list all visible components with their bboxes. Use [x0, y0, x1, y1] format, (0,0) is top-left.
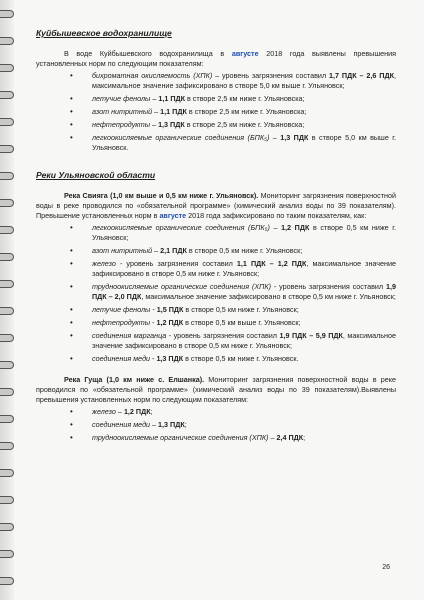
- list-item: [36, 407, 396, 417]
- river-text: Мониторинг загрязнения поверхностной воды в реке проводился по «обязательной программе» (химический анализ воды по 39 показателям).Выявлены превышения установленных норм по следующим показателям:: [36, 375, 396, 404]
- section1-intro: [36, 49, 396, 69]
- bullet-icon: •: [70, 331, 73, 340]
- item-text: –: [269, 223, 282, 232]
- list-item: [36, 107, 396, 117]
- list-item: [36, 94, 396, 104]
- spiral-binding: [0, 0, 14, 600]
- item-value: 1,9 ПДК – 5,9 ПДК: [279, 331, 343, 340]
- bullet-icon: •: [70, 354, 73, 363]
- river-text-b: 2018 года зафиксировано по таким показателям, как:: [186, 211, 367, 220]
- binding-ring: [0, 361, 14, 369]
- indicator-name: трудноокисляемые органические соединения (ХПК): [92, 282, 272, 291]
- item-text: –: [115, 407, 124, 416]
- list-item: [36, 420, 396, 430]
- binding-ring: [0, 10, 14, 18]
- item-value: 1,3 ПДК: [158, 420, 185, 429]
- item-text: - уровень загрязнения составил: [271, 282, 386, 291]
- indicator-name: бихроматная окисляемость (ХПК): [92, 71, 213, 80]
- item-value: 1,7 ПДК – 2,6 ПДК: [329, 71, 394, 80]
- binding-ring: [0, 334, 14, 342]
- bullet-icon: •: [70, 259, 73, 268]
- item-text: –: [150, 420, 159, 429]
- item-value: 1,3 ПДК: [280, 133, 309, 142]
- list-item: [36, 246, 396, 256]
- binding-ring: [0, 172, 14, 180]
- bullet-icon: •: [70, 71, 73, 80]
- indicator-name: легкоокисляемые органические соединения (БПК₅): [92, 223, 270, 232]
- binding-ring: [0, 118, 14, 126]
- page-number: 26: [382, 564, 390, 571]
- item-text: -: [150, 305, 157, 314]
- item-text: – уровень загрязнения составил: [212, 71, 330, 80]
- list-item: [36, 331, 396, 351]
- river-text-a: Мониторинг загрязнения поверхностной воды в реке проводился по «обязательной программе» (химический анализ воды по 39 показателям). Превышение установленных норм в: [36, 191, 396, 220]
- indicator-name: летучие фенолы: [92, 305, 151, 314]
- item-rest: , максимальное значение зафиксировано в створе 0,5 км ниже г. Ульяновск;: [92, 259, 396, 278]
- item-text: -: [150, 354, 157, 363]
- section1-list: [36, 71, 396, 153]
- binding-ring: [0, 550, 14, 558]
- item-rest: ;: [303, 433, 306, 442]
- item-rest: ;: [150, 407, 153, 416]
- river-sviyaga-list: [36, 223, 396, 364]
- list-item: [36, 120, 396, 130]
- binding-ring: [0, 91, 14, 99]
- page-content: [36, 28, 396, 446]
- binding-ring: [0, 253, 14, 261]
- item-rest: в створе 0,5 км выше г. Ульяновск;: [183, 318, 301, 327]
- indicator-name: азот нитритный: [92, 107, 153, 116]
- bullet-icon: •: [70, 420, 73, 429]
- binding-ring: [0, 226, 14, 234]
- item-text: –: [269, 133, 281, 142]
- river-title: Река Гуща (1,0 км ниже с. Елшанка).: [64, 375, 205, 384]
- river-text-month: августе: [159, 211, 187, 220]
- item-rest: , максимальное значение зафиксировано в створе 0,5 км ниже г. Ульяновск;: [92, 331, 396, 350]
- item-value: 1,9 ПДК – 2,0 ПДК: [92, 282, 396, 301]
- binding-ring: [0, 64, 14, 72]
- indicator-name: нефтепродукты: [92, 318, 151, 327]
- item-text: - уровень загрязнения составил: [115, 259, 237, 268]
- item-value: 1,2 ПДК: [123, 407, 151, 416]
- item-text: –: [268, 433, 277, 442]
- river-title: Река Свияга (1,0 км выше и 0,5 км ниже г. Ульяновск).: [64, 191, 259, 200]
- item-rest: в створе 5,0 км выше г. Ульяновск.: [92, 133, 396, 152]
- indicator-name: трудноокисляемые органические соединения (ХПК): [92, 433, 269, 442]
- indicator-name: нефтепродукты: [92, 120, 151, 129]
- binding-ring: [0, 442, 14, 450]
- binding-ring: [0, 469, 14, 477]
- bullet-icon: •: [70, 282, 73, 291]
- binding-ring: [0, 523, 14, 531]
- list-item: [36, 354, 396, 364]
- binding-ring: [0, 415, 14, 423]
- item-rest: в створе 2,5 км ниже г. Ульяновска;: [185, 94, 305, 103]
- item-text: –: [150, 94, 159, 103]
- indicator-name: соединения меди: [92, 354, 151, 363]
- bullet-icon: •: [70, 433, 73, 442]
- list-item: [36, 71, 396, 91]
- item-value: 1,1 ПДК: [158, 94, 185, 103]
- item-rest: в створе 2,5 км ниже г. Ульяновска;: [184, 120, 305, 129]
- item-value: 2,4 ПДК: [276, 433, 304, 442]
- item-rest: в створе 0,5 км ниже г. Ульяновск;: [92, 223, 396, 242]
- item-rest: в створе 0,5 км ниже г. Ульяновск.: [183, 354, 299, 363]
- item-value: 1,5 ПДК: [156, 305, 184, 314]
- list-item: [36, 223, 396, 243]
- section1-intro-month: августе: [231, 49, 259, 58]
- binding-ring: [0, 496, 14, 504]
- item-value: 1,1 ПДК – 1,2 ПДК: [236, 259, 307, 268]
- item-value: 1,1 ПДК: [160, 107, 187, 116]
- bullet-icon: •: [70, 407, 73, 416]
- item-text: –: [150, 120, 159, 129]
- section-heading-rivers: Реки Ульяновской области: [36, 170, 156, 180]
- item-text: –: [152, 246, 161, 255]
- item-value: 1,2 ПДК: [156, 318, 184, 327]
- binding-ring: [0, 37, 14, 45]
- bullet-icon: •: [70, 318, 73, 327]
- item-value: 1,2 ПДК: [281, 223, 310, 232]
- bullet-icon: •: [70, 94, 73, 103]
- list-item: [36, 305, 396, 315]
- bullet-icon: •: [70, 246, 73, 255]
- item-rest: в створе 0,5 км ниже г. Ульяновск;: [183, 305, 299, 314]
- section1-intro-b: 2018 года выявлены превышения установленных норм по следующим показателям:: [36, 49, 396, 68]
- item-value: 1,3 ПДК: [156, 354, 184, 363]
- indicator-name: железо: [92, 407, 116, 416]
- river-sviyaga-intro: [36, 191, 396, 221]
- list-item: [36, 259, 396, 279]
- binding-ring: [0, 388, 14, 396]
- indicator-name: железо: [92, 259, 116, 268]
- binding-ring: [0, 199, 14, 207]
- item-rest: в створе 0,5 км ниже г. Ульяновск;: [186, 246, 303, 255]
- bullet-icon: •: [70, 223, 73, 232]
- item-text: - уровень загрязнения составил: [166, 331, 280, 340]
- item-rest: ;: [184, 420, 187, 429]
- item-text: –: [152, 107, 161, 116]
- bullet-icon: •: [70, 107, 73, 116]
- list-item: [36, 433, 396, 443]
- indicator-name: соединения меди: [92, 420, 151, 429]
- binding-ring: [0, 307, 14, 315]
- item-value: 2,1 ПДК: [160, 246, 187, 255]
- indicator-name: азот нитритный: [92, 246, 153, 255]
- section-heading-kuibyshev: Куйбышевское водохранилище: [36, 28, 172, 38]
- binding-ring: [0, 577, 14, 585]
- indicator-name: соединения марганца: [92, 331, 167, 340]
- bullet-icon: •: [70, 305, 73, 314]
- list-item: [36, 133, 396, 153]
- item-rest: в створе 2,5 км ниже г. Ульяновска;: [186, 107, 307, 116]
- binding-ring: [0, 280, 14, 288]
- binding-ring: [0, 145, 14, 153]
- item-value: 1,3 ПДК: [158, 120, 185, 129]
- river-gushcha-intro: [36, 375, 396, 405]
- list-item: [36, 318, 396, 328]
- list-item: [36, 282, 396, 302]
- item-rest: , максимальное значение зафиксировано в створе 0,5 км ниже г. Ульяновск;: [141, 292, 396, 301]
- section1-intro-a: В воде Куйбышевского водохранилища в: [64, 49, 232, 58]
- item-text: -: [150, 318, 157, 327]
- river-gushcha-list: [36, 407, 396, 443]
- indicator-name: легкоокисляемые органические соединения (БПК₅): [92, 133, 270, 142]
- bullet-icon: •: [70, 133, 73, 142]
- bullet-icon: •: [70, 120, 73, 129]
- item-rest: , максимальное значение зафиксировано в створе 5,0 км выше г. Ульяновск;: [92, 71, 396, 90]
- indicator-name: летучие фенолы: [92, 94, 151, 103]
